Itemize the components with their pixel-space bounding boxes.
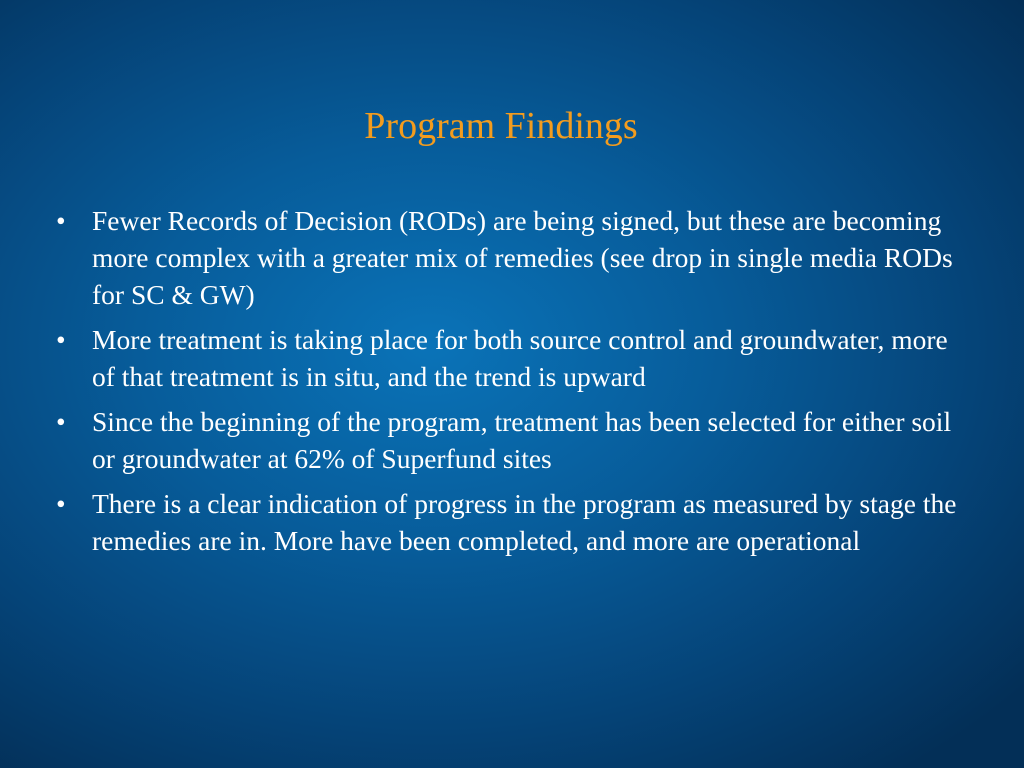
bullet-icon: • xyxy=(56,205,66,236)
slide-title: Program Findings xyxy=(364,105,638,147)
bullet-item xyxy=(56,202,966,313)
bullet-text: Fewer Records of Decision (RODs) are being signed, but these are becoming more complex with a greater mix of remedies (see drop in single media RODs for SC & GW) xyxy=(92,205,953,310)
bullet-text: There is a clear indication of progress in the program as measured by stage the remedies are in. More have been completed, and more are operational xyxy=(92,488,957,556)
bullet-icon: • xyxy=(56,324,66,355)
bullet-item xyxy=(56,485,966,559)
bullet-text: Since the beginning of the program, treatment has been selected for either soil or groundwater at 62% of Superfund sites xyxy=(92,406,952,474)
bullet-text: More treatment is taking place for both source control and groundwater, more of that treatment is in situ, and the trend is upward xyxy=(92,324,948,392)
bullet-item xyxy=(56,403,966,477)
bullet-list xyxy=(56,202,966,567)
bullet-icon: • xyxy=(56,488,66,519)
bullet-icon: • xyxy=(56,406,66,437)
bullet-item xyxy=(56,321,966,395)
